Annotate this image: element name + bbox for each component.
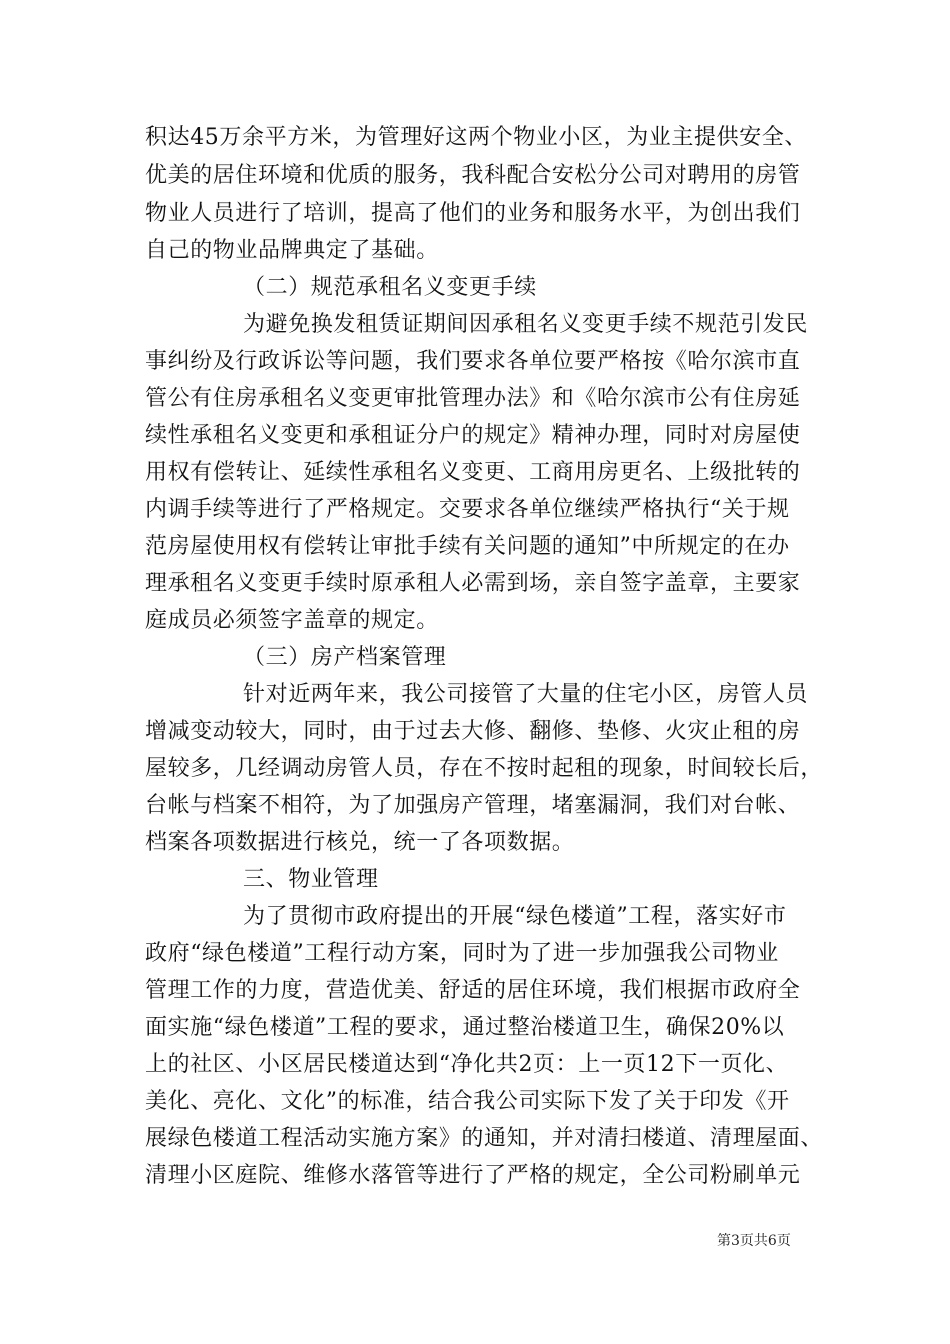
body-line-3: 物业人员进行了培训，提高了他们的业务和服务水平，为创出我们 [145,201,801,226]
body-line-27: 美化、亮化、文化”的标准，结合我公司实际下发了关于印发《开 [145,1089,790,1114]
body-line-22: 为了贯彻市政府提出的开展“绿色楼道”工程，落实好市 [243,904,787,929]
body-line-29: 清理小区庭院、维修水落管等进行了严格的规定，全公司粉刷单元 [145,1163,801,1188]
body-line-7: 事纠纷及行政诉讼等问题，我们要求各单位要严格按《哈尔滨市直 [145,349,801,374]
body-line-1: 积达45万余平方米，为管理好这两个物业小区，为业主提供安全、 [145,125,807,150]
body-line-23: 政府“绿色楼道”工程行动方案，同时为了进一步加强我公司物业 [145,941,779,966]
body-line-9: 续性承租名义变更和承租证分户的规定》精神办理，同时对房屋使 [145,423,801,448]
body-line-6: 为避免换发租赁证期间因承租名义变更手续不规范引发民 [243,312,809,337]
section-heading-2: （二）规范承租名义变更手续 [243,275,537,300]
body-line-28: 展绿色楼道工程活动实施方案》的通知，并对清扫楼道、清理屋面、 [145,1126,824,1151]
body-line-17: 增减变动较大，同时，由于过去大修、翻修、垫修、火灾止租的房 [145,719,801,744]
body-line-24: 管理工作的力度，营造优美、舒适的居住环境，我们根据市政府全 [145,978,801,1003]
body-line-11: 内调手续等进行了严格规定。交要求各单位继续严格执行“关于规 [145,497,790,522]
body-line-19: 台帐与档案不相符，为了加强房产管理，堵塞漏洞，我们对台帐、 [145,793,801,818]
body-line-25: 面实施“绿色楼道”工程的要求，通过整治楼道卫生，确保20%以 [145,1015,785,1040]
body-line-18: 屋较多，几经调动房管人员，存在不按时起租的现象，时间较长后， [145,756,824,781]
body-line-4: 自己的物业品牌典定了基础。 [145,238,439,263]
body-line-2: 优美的居住环境和优质的服务，我科配合安松分公司对聘用的房管 [145,163,801,188]
body-line-10: 用权有偿转让、延续性承租名义变更、工商用房更名、上级批转的 [145,460,801,485]
section-heading-property: 三、物业管理 [243,867,379,892]
body-line-12: 范房屋使用权有偿转让审批手续有关问题的通知”中所规定的在办 [145,534,790,559]
body-line-14: 庭成员必须签字盖章的规定。 [145,608,439,633]
body-line-26: 上的社区、小区居民楼道达到“净化共2页：上一页12下一页化、 [145,1052,789,1077]
body-line-20: 档案各项数据进行核兑，统一了各项数据。 [145,830,575,855]
page-number-footer: 第3页共6页 [717,1233,791,1249]
body-line-8: 管公有住房承租名义变更审批管理办法》和《哈尔滨市公有住房延 [145,386,801,411]
body-line-13: 理承租名义变更手续时原承租人必需到场，亲自签字盖章，主要家 [145,571,801,596]
body-line-16: 针对近两年来，我公司接管了大量的住宅小区，房管人员 [243,682,809,707]
section-heading-3: （三）房产档案管理 [243,645,447,670]
